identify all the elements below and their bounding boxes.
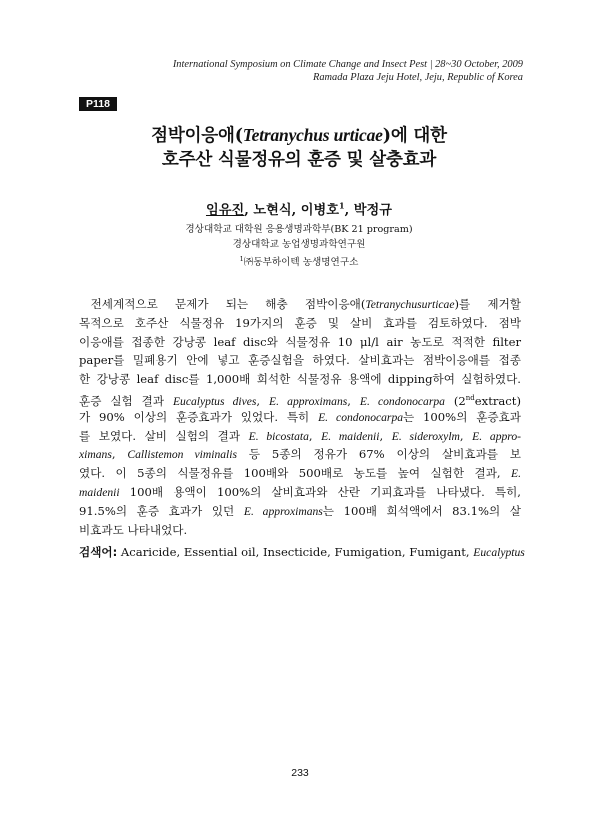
abstract-line — [79, 483, 521, 502]
affiliations — [79, 223, 519, 271]
text-run: extract) — [474, 393, 521, 408]
affiliation-3-mark: 1 — [239, 255, 244, 263]
text-run: , — [379, 428, 392, 443]
text-run: 100배 용액이 100%의 살비효과와 산란 기피효과를 나타냈다. 특히, — [119, 484, 521, 499]
abstract-line — [79, 464, 521, 483]
text-run-italic: E. sideroxylm — [391, 429, 460, 443]
keywords-label: 검색어: — [79, 545, 118, 559]
text-run-italic: ximans — [79, 448, 112, 462]
abstract-line: 한 강낭콩 leaf disc를 1,000배 희석한 식물정유 용액에 dipping하여 실험하였다. — [79, 372, 521, 387]
affiliation-2: 경상대학교 농업생명과학연구원 — [232, 238, 366, 250]
abstract-line — [79, 295, 521, 314]
poster-id-badge: P118 — [79, 97, 117, 111]
paper-title — [79, 123, 519, 172]
text-run: , — [256, 393, 270, 408]
abstract-line: 목적으로 호주산 식물정유 19가지의 훈증 및 살비 효과를 검토하였다. 점박 — [79, 315, 521, 330]
text-run: 91.5%의 훈증 효과가 있던 — [79, 503, 244, 518]
title-line-1 — [79, 123, 519, 148]
author-3-affil: 1 — [339, 200, 345, 211]
text-run: 를 보였다. 살비 실험의 결과 — [79, 428, 249, 443]
title-pre: 점박이응애( — [151, 126, 243, 146]
text-run-italic: E. appro- — [472, 429, 522, 443]
text-run: 가 90% 이상의 훈증효과가 있었다. 특히 — [79, 409, 319, 424]
text-run-italic: E. bicostata — [248, 429, 309, 443]
author-4: 박정규 — [353, 203, 392, 218]
text-run-italic: E. approximans — [269, 394, 348, 408]
text-run: 등 5종의 정유가 67% 이상의 살비효과를 보 — [237, 447, 522, 462]
text-run-italic: E. condonocarpa — [359, 394, 445, 408]
text-run-italic: maidenii — [79, 485, 120, 499]
abstract-line — [79, 502, 521, 521]
abstract-body — [79, 295, 521, 539]
text-run: (2 — [444, 393, 466, 408]
abstract-line — [79, 445, 521, 464]
text-run: 는 100%의 훈증효과 — [403, 409, 521, 424]
text-run: )를 제거할 — [454, 297, 521, 311]
text-run: , — [308, 428, 322, 443]
page-number: 233 — [291, 767, 309, 779]
text-run: 였다. 이 5종의 식물정유를 100배와 500배로 농도를 높여 실험한 결과, — [79, 466, 512, 481]
text-run: 전세계적으로 문제가 되는 해충 점박이응애( — [90, 297, 366, 311]
abstract-line: paper를 밀폐용기 안에 넣고 훈증실험을 하였다. 살비효과는 점박이응애를 접종 — [79, 353, 521, 368]
keywords-italic-term: Eucalyptus — [473, 546, 525, 559]
text-run-italic: Tetranychusurticae — [365, 298, 455, 311]
abstract-line — [79, 408, 521, 427]
author-sep: , — [244, 203, 254, 218]
affiliation-1: 경상대학교 대학원 응용생명과학부(BK 21 program) — [185, 224, 413, 235]
abstract-line — [79, 427, 521, 446]
text-run: , — [459, 428, 473, 443]
text-run: 는 100배 희석액에서 83.1%의 살 — [322, 503, 521, 518]
text-run-italic: E. condonocarpa — [318, 410, 404, 424]
text-run: 훈증 실험 결과 — [79, 393, 173, 408]
text-run-italic: E. — [511, 467, 521, 481]
author-1: 임유진 — [205, 203, 245, 218]
keywords — [79, 544, 525, 560]
text-run-sup: nd — [465, 393, 475, 402]
title-line-2: 호주산 식물정유의 훈증 및 살충효과 — [161, 150, 437, 170]
title-species: Tetranychus urticae — [242, 125, 383, 145]
title-post: )에 대한 — [382, 126, 447, 146]
author-2: 노현식 — [253, 203, 292, 218]
abstract-line: 이응애를 접종한 강낭콩 leaf disc와 식물정유 10 μl/l air 농도로 적적한 filter — [79, 334, 521, 349]
text-run-italic: E. approximans — [243, 504, 323, 518]
abstract-line — [79, 389, 521, 408]
header-line-2: Ramada Plaza Jeju Hotel, Jeju, Republic of Korea — [313, 72, 523, 83]
text-run-italic: Callistemon viminalis — [127, 448, 237, 462]
keywords-terms: Acaricide, Essential oil, Insecticide, Fumigation, Fumigant, — [117, 545, 474, 559]
text-run: , — [347, 393, 360, 408]
author-sep: , — [344, 203, 354, 218]
conference-header — [173, 58, 523, 84]
affiliation-3-text: ㈜동부하이텍 농생명연구소 — [243, 257, 359, 269]
text-run-italic: Eucalyptus dives — [172, 394, 257, 408]
text-run-italic: E. maidenii — [321, 429, 380, 443]
abstract-line: 비효과도 나타내었다. — [79, 522, 188, 537]
text-run: , — [111, 447, 128, 462]
affiliation-3 — [79, 252, 519, 271]
author-list — [79, 199, 519, 218]
header-line-1: International Symposium on Climate Change and Insect Pest | 28~30 October, 2009 — [172, 59, 523, 70]
author-3: 이병호 — [300, 203, 340, 218]
author-sep: , — [291, 203, 301, 218]
